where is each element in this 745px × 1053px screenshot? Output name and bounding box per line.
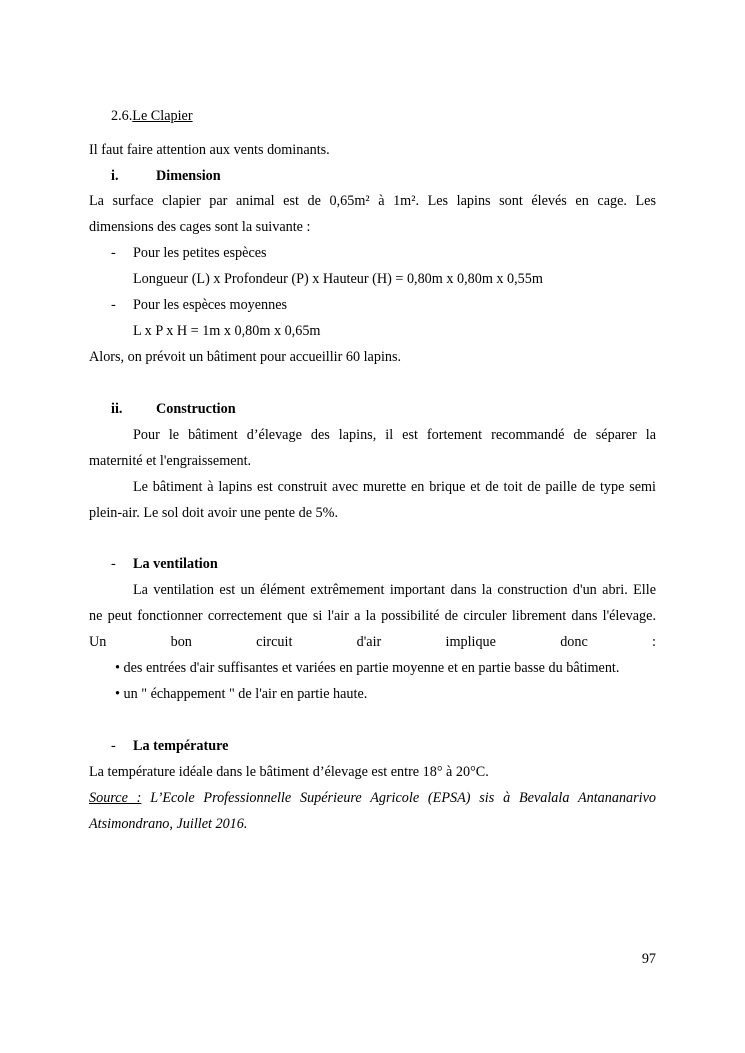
dimension-heading <box>111 167 678 185</box>
ventilation-bullet-1: • des entrées d'air suffisantes et variées en partie moyenne et en partie basse du bâtiment. <box>115 660 620 676</box>
source-line-2: Atsimondrano, Juillet 2016. <box>89 816 248 832</box>
ventilation-line-3: Un bon circuit d'air implique donc : <box>89 634 656 650</box>
dimension-title: Dimension <box>156 168 221 184</box>
ventilation-bullet-2: • un " échappement " de l'air en partie haute. <box>115 686 368 702</box>
page-number: 97 <box>641 951 656 967</box>
section-number: 2.6. <box>111 108 133 124</box>
construction-paragraph-2-line-1: Le bâtiment à lapins est construit avec murette en brique et de toit de paille de type semi <box>133 479 656 495</box>
list-item <box>111 244 678 262</box>
formula-text: Longueur (L) x Profondeur (P) x Hauteur (H) = 0,80m x 0,80m x 0,55m <box>133 271 543 287</box>
ventilation-line-1: La ventilation est un élément extrêmement important dans la construction d'un abri. Elle <box>133 582 656 598</box>
ventilation-title: La ventilation <box>133 556 218 572</box>
list-item-label: Pour les espèces moyennes <box>133 297 288 313</box>
temperature-line-1: La température idéale dans le bâtiment d’élevage est entre 18° à 20°C. <box>89 764 489 780</box>
construction-paragraph-1-line-1: Pour le bâtiment d’élevage des lapins, il est fortement recommandé de séparer la <box>133 427 656 443</box>
construction-numeral: ii. <box>111 401 123 417</box>
temperature-title: La température <box>133 738 229 754</box>
temperature-heading <box>111 737 678 755</box>
intro-text: Il faut faire attention aux vents dominants. <box>89 142 330 158</box>
list-dash: - <box>111 245 116 261</box>
formula-text: L x P x H = 1m x 0,80m x 0,65m <box>133 323 321 339</box>
dimension-paragraph-line-2: dimensions des cages sont la suivante : <box>89 219 311 235</box>
dimension-paragraph-line-1: La surface clapier par animal est de 0,65m² à 1m². Les lapins sont élevés en cage. Les <box>89 193 656 209</box>
list-dash: - <box>111 556 116 572</box>
list-dash: - <box>111 297 116 313</box>
list-dash: - <box>111 738 116 754</box>
list-item-label: Pour les petites espèces <box>133 245 267 261</box>
section-title: Le Clapier <box>132 108 193 124</box>
construction-title: Construction <box>156 401 236 417</box>
source-line-1 <box>89 789 656 807</box>
dimension-conclusion: Alors, on prévoit un bâtiment pour accueillir 60 lapins. <box>89 349 402 365</box>
list-item <box>111 296 678 314</box>
construction-heading <box>111 400 678 418</box>
ventilation-line-2: ne peut fonctionner correctement que si l'air a la possibilité de circuler librement dans l'élevage. <box>89 608 656 624</box>
construction-paragraph-2-line-2: plein-air. Le sol doit avoir une pente de 5%. <box>89 505 338 521</box>
construction-paragraph-1-line-2: maternité et l'engraissement. <box>89 453 252 469</box>
source-text-1: L’Ecole Professionnelle Supérieure Agricole (EPSA) sis à Bevalala Antananarivo <box>150 790 656 806</box>
section-heading <box>111 107 678 125</box>
dimension-numeral: i. <box>111 168 119 184</box>
ventilation-heading <box>111 555 678 573</box>
source-label: Source : <box>89 790 142 806</box>
